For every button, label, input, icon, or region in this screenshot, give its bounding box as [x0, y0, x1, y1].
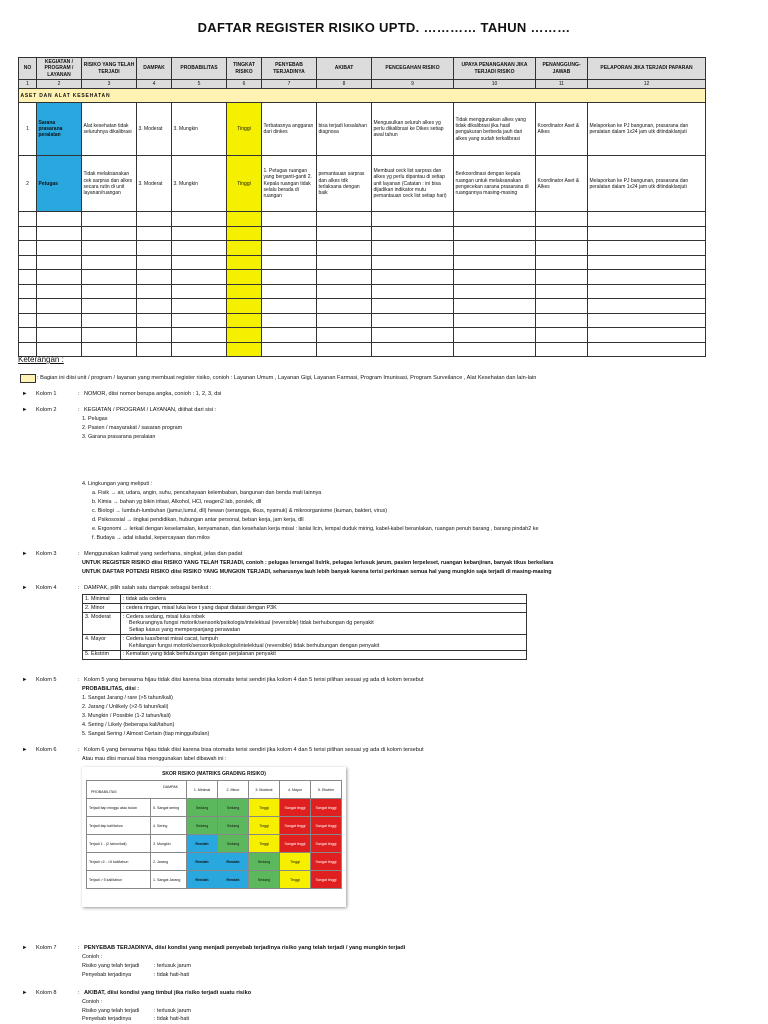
empty-cell [454, 328, 536, 343]
cell-pelaporan: Melaporkan ke PJ bangunan, prasarana dan peralatan dalam 1x24 jam utk ditindaklanjuti [588, 103, 706, 156]
empty-cell [317, 270, 372, 285]
empty-cell [372, 284, 454, 299]
empty-cell [372, 226, 454, 241]
empty-cell [37, 255, 82, 270]
matrix-row-label: 3. Mungkin [151, 835, 187, 853]
empty-cell [37, 212, 82, 227]
cell-penanggung-jawab: Koordinator Aset & Alkes [536, 156, 588, 212]
kolom-5-sub: PROBABILITAS, diisi : [82, 686, 140, 692]
matrix-cell: Sangat tinggi [310, 871, 341, 889]
matrix-col-head: 3. Moderat [248, 781, 279, 799]
kolom-4: ► Kolom 4 : DAMPAK, pilih salah satu dampak sebagai berikut : [22, 585, 212, 591]
risk-matrix [82, 767, 346, 907]
empty-cell [262, 226, 317, 241]
header-cell: RISIKO YANG TELAH TERJADI [82, 58, 137, 80]
matrix-row [87, 835, 342, 853]
table-row [19, 328, 706, 343]
header-cell: NO [19, 58, 37, 80]
col-number: 2 [37, 80, 82, 89]
empty-cell [372, 342, 454, 357]
kolom-3-line: UNTUK REGISTER RISIKO diisi RISIKO YANG TELAH TERJADI, conioh : pelugas lersengal lislrik, pelugas lerlusuk jarum, pasien lerpeleset, ruangan kebanjiran, banyak tikus berkeliara [82, 560, 554, 566]
empty-cell [37, 226, 82, 241]
empty-cell [227, 313, 262, 328]
empty-cell [454, 241, 536, 256]
empty-cell [317, 284, 372, 299]
dampak-value: : Cedera luas/berat misal cacat, lumpuh Kehilangan fungsi motorik/sensorik/psikologis/intelektual (reversible) tidak berhubungan dengan penyakit [121, 635, 527, 651]
kolom-5: ► Kolom 5 : Kolom 5 yang berwarna hijau tidak diisi karena bisa otomatis terisi sendiri jika kolom 4 dan 5 terisi pilihan sesuai yg ada di kolom tersebut [22, 677, 424, 683]
empty-cell [536, 255, 588, 270]
empty-cell [172, 342, 227, 357]
legend-swatch [20, 374, 36, 383]
empty-cell [227, 328, 262, 343]
empty-cell [317, 328, 372, 343]
probabilitas-item: 3. Mungkin / Possible (1-2 tahun/kali) [82, 713, 171, 719]
table-row [19, 156, 706, 212]
cell-kegiatan: Petugas [37, 156, 82, 212]
empty-cell [82, 313, 137, 328]
empty-cell [317, 226, 372, 241]
dampak-key: 5. Ekstrim [83, 650, 121, 659]
cell-penanggung-jawab: Koordinator Aset & Alkes [536, 103, 588, 156]
kolom-1: ► Kolom 1 : NOMOR, diisi nomor berupa angka, conioh : 1, 2, 3, dsi [22, 391, 222, 397]
empty-cell [172, 284, 227, 299]
empty-cell [262, 270, 317, 285]
kolom-2-item: 3. Garana prasarana peralaian [82, 434, 156, 440]
empty-cell [588, 226, 706, 241]
empty-cell [19, 313, 37, 328]
empty-cell [137, 226, 172, 241]
empty-cell [588, 241, 706, 256]
empty-cell [588, 270, 706, 285]
cell-dampak: 3. Moderat [137, 103, 172, 156]
table-row [19, 226, 706, 241]
empty-cell [82, 342, 137, 357]
empty-cell [536, 226, 588, 241]
table-row [19, 255, 706, 270]
empty-cell [372, 241, 454, 256]
empty-cell [588, 212, 706, 227]
col-number: 12 [588, 80, 706, 89]
dampak-row [83, 595, 527, 604]
empty-cell [536, 284, 588, 299]
matrix-cell: Sedang [248, 871, 279, 889]
cell-tingkat-risiko: Tinggi [227, 103, 262, 156]
empty-cell [37, 270, 82, 285]
matrix-row-label: 1. Sangat Jarang [151, 871, 187, 889]
lingkungan-item: f. Budaya → adal isliadal, kepercayaan dan milos [92, 535, 210, 541]
lingkungan-item: d. Psikososial → iingkai pendidikan, hubungan antar personal, beban kerja, jam kerja, dll [92, 517, 304, 523]
kolom-2: ► Kolom 2 : KEGIATAN / PROGRAM / LAYANAN, diiihat dari sisi : [22, 407, 217, 413]
matrix-cell: Sedang [218, 817, 249, 835]
matrix-row-label: 4. Sering [151, 817, 187, 835]
empty-cell [588, 284, 706, 299]
dampak-value: : Kematian yang tidak berhubungan dengan perjalanan penyakit [121, 650, 527, 659]
kolom-2-item: 1. Pelugas [82, 416, 108, 422]
empty-cell [19, 212, 37, 227]
kolom-7-contoh: Conioh : [82, 954, 103, 960]
matrix-row [87, 799, 342, 817]
header-cell: PENANGGUNG-JAWAB [536, 58, 588, 80]
empty-cell [37, 313, 82, 328]
empty-cell [172, 226, 227, 241]
empty-cell [262, 342, 317, 357]
empty-cell [317, 212, 372, 227]
matrix-cell: Rendah [218, 871, 249, 889]
empty-cell [372, 270, 454, 285]
header-cell: AKIBAT [317, 58, 372, 80]
header-cell: DAMPAK [137, 58, 172, 80]
empty-cell [172, 328, 227, 343]
matrix-cell: Sangat tinggi [279, 799, 310, 817]
col-number: 4 [137, 80, 172, 89]
empty-cell [172, 212, 227, 227]
empty-cell [372, 328, 454, 343]
empty-cell [227, 299, 262, 314]
empty-cell [19, 284, 37, 299]
table-row [19, 212, 706, 227]
header-cell: TINGKAT RISIKO [227, 58, 262, 80]
kolom-7-line: Risiko yang telah terjadi : terlusuk jarum [82, 963, 191, 969]
empty-cell [227, 241, 262, 256]
cell-no: 2 [19, 156, 37, 212]
cell-probabilitas: 3. Mungkin [172, 103, 227, 156]
cell-dampak: 3. Moderat [137, 156, 172, 212]
matrix-cell: Tinggi [248, 835, 279, 853]
column-number-row [19, 80, 706, 89]
matrix-cell: Rendah [187, 853, 218, 871]
cell-kegiatan: Sarana prasarana peralatan [37, 103, 82, 156]
matrix-cell: Rendah [218, 853, 249, 871]
probabilitas-item: 5. Sangat Sering / Almost Certain (tiap minggu/bulan) [82, 731, 210, 737]
probabilitas-item: 2. Jarang / Unlikely (>2-5 tahun/kali) [82, 704, 169, 710]
section-row [19, 89, 706, 103]
matrix-cell: Sangat tinggi [310, 817, 341, 835]
matrix-row-label: 5. Sangat sering [151, 799, 187, 817]
dampak-value: : cedera ringan, misal luka lece t yang dapat diatasi dengan P3K [121, 604, 527, 613]
kolom-2-item: 2. Pasien / masyarakat / sasaran program [82, 425, 183, 431]
empty-cell [82, 270, 137, 285]
matrix-row-desc: Terjadi 1 - (2 tahun/kali) [87, 835, 151, 853]
matrix-cell: Rendah [187, 871, 218, 889]
matrix-row [87, 853, 342, 871]
dampak-row [83, 613, 527, 635]
matrix-cell: Sedang [218, 835, 249, 853]
matrix-row-desc: Terjadi tiap kali/tahun [87, 817, 151, 835]
header-cell: PENYEBAB TERJADINYA [262, 58, 317, 80]
matrix-cell: Sedang [248, 853, 279, 871]
empty-cell [317, 255, 372, 270]
table-row [19, 313, 706, 328]
matrix-cell: Sangat tinggi [279, 817, 310, 835]
cell-upaya: Tidak menggunakan alkes yang tidak dikalibrasi jika hasil pengukuran berbeda jauh dari alkes yang sudah terkalibrasi [454, 103, 536, 156]
empty-cell [317, 313, 372, 328]
cell-pencegahan: Mengusulkan seluruh alkes yg perlu dikalibrasi ke Dikes setiap awal tahun [372, 103, 454, 156]
empty-cell [137, 241, 172, 256]
empty-cell [372, 212, 454, 227]
empty-cell [262, 313, 317, 328]
empty-cell [82, 241, 137, 256]
header-cell: KEGIATAN / PROGRAM / LAYANAN [37, 58, 82, 80]
cell-risiko: Tidak melaksanakan cek sarpras dan alkes secara rutin di unit layanan/ruangan [82, 156, 137, 212]
empty-cell [19, 299, 37, 314]
empty-cell [172, 270, 227, 285]
empty-cell [137, 212, 172, 227]
empty-cell [227, 212, 262, 227]
cell-penyebab: 1. Petugas ruangan yang berganti-ganti 2. Kepala ruangan tidak selalu berada di ruangan [262, 156, 317, 212]
matrix-col-head: 4. Mayor [279, 781, 310, 799]
dampak-key: 2. Minor [83, 604, 121, 613]
empty-cell [227, 342, 262, 357]
keterangan-title: Keterangan : [18, 355, 64, 364]
table-row [19, 299, 706, 314]
empty-cell [262, 328, 317, 343]
empty-cell [454, 270, 536, 285]
cell-tingkat-risiko: Tinggi [227, 156, 262, 212]
cell-risiko: Alat kesehatan tidak seluruhnya dikalibrasi [82, 103, 137, 156]
empty-cell [372, 255, 454, 270]
empty-cell [172, 255, 227, 270]
matrix-row [87, 871, 342, 889]
matrix-cell: Sangat tinggi [310, 853, 341, 871]
empty-cell [588, 255, 706, 270]
empty-cell [454, 255, 536, 270]
header-cell: PROBABILITAS [172, 58, 227, 80]
matrix-cell: Sangat tinggi [310, 799, 341, 817]
empty-cell [588, 342, 706, 357]
col-number: 8 [317, 80, 372, 89]
col-number: 3 [82, 80, 137, 89]
empty-cell [82, 299, 137, 314]
empty-cell [372, 313, 454, 328]
kolom-8-contoh: Conioh : [82, 999, 103, 1005]
matrix-row-desc: Terjadi > 5 kali/tahun [87, 871, 151, 889]
empty-cell [19, 241, 37, 256]
empty-cell [172, 313, 227, 328]
empty-cell [37, 284, 82, 299]
dampak-table [82, 594, 527, 660]
col-number: 10 [454, 80, 536, 89]
header-cell: PELAPORAN JIKA TERJADI PAPARAN [588, 58, 706, 80]
empty-cell [82, 328, 137, 343]
dampak-key: 3. Moderat [83, 613, 121, 635]
risk-register-table [18, 57, 706, 357]
kolom-6: ► Kolom 6 : Kolom 6 yang berwarna hijau tidak diisi karena bisa otomatis terisi sendiri jika kolom 4 dan 5 terisi pilihan sesuai yg ada di kolom tersebut [22, 747, 424, 753]
empty-cell [536, 342, 588, 357]
lingkungan-item: c. Biologi → lumbuh-lumbuhan (jamur,lumul, dll) hewan (serangga, tikus, nyamuk) & mikroorganisme (kuman, bakteri, virus) [92, 508, 388, 514]
empty-cell [588, 328, 706, 343]
table-row [19, 241, 706, 256]
col-number: 1 [19, 80, 37, 89]
matrix-cell: Tinggi [279, 853, 310, 871]
kolom-7-line: Penyebab terjadinya : tidak hati-hati [82, 972, 190, 978]
empty-cell [172, 299, 227, 314]
matrix-corner: DAMPAK PROBABILITAS [87, 781, 187, 799]
kolom-7: ► Kolom 7 : PENYEBAB TERJADINYA, diisi kondisi yang menjadi penyebab terjadinya risiko yang telah terjadi / yang mungkin terjadi [22, 945, 406, 951]
empty-cell [454, 299, 536, 314]
empty-cell [172, 241, 227, 256]
empty-cell [536, 328, 588, 343]
matrix-cell: Sedang [187, 799, 218, 817]
dampak-row [83, 635, 527, 651]
dampak-row [83, 604, 527, 613]
table-header-row [19, 58, 706, 80]
empty-cell [19, 328, 37, 343]
header-cell: PENCEGAHAN RISIKO [372, 58, 454, 80]
empty-cell [262, 241, 317, 256]
col-number: 11 [536, 80, 588, 89]
empty-cell [536, 212, 588, 227]
cell-akibat: bisa terjadi kesalahan diagnosa [317, 103, 372, 156]
dampak-key: 1. Minimal [83, 595, 121, 604]
probabilitas-item: 4. Sering / Likely (beberapa kali/tahun) [82, 722, 175, 728]
empty-cell [262, 284, 317, 299]
empty-cell [588, 299, 706, 314]
kolom-8-line: Risiko yang telah terjadi : terlusuk jarum [82, 1008, 191, 1014]
table-row [19, 342, 706, 357]
matrix-cell: Sedang [218, 799, 249, 817]
empty-cell [536, 241, 588, 256]
matrix-cell: Sangat tinggi [310, 835, 341, 853]
page-title: DAFTAR REGISTER RISIKO UPTD. ………… TAHUN ……… [197, 20, 571, 35]
empty-cell [262, 212, 317, 227]
col-number: 7 [262, 80, 317, 89]
matrix-cell: Tinggi [279, 871, 310, 889]
dampak-key: 4. Mayor [83, 635, 121, 651]
empty-cell [137, 284, 172, 299]
empty-cell [536, 299, 588, 314]
empty-cell [454, 342, 536, 357]
matrix-cell: Sangat tinggi [279, 835, 310, 853]
matrix-col-head: 2. Minor [218, 781, 249, 799]
empty-cell [19, 255, 37, 270]
empty-cell [19, 270, 37, 285]
matrix-row-desc: Terjadi >2 - <5 kali/tahun [87, 853, 151, 871]
empty-cell [536, 270, 588, 285]
matrix-cell: Tinggi [248, 799, 279, 817]
table-row [19, 270, 706, 285]
matrix-row-desc: Terjadi tiap minggu atau bulan [87, 799, 151, 817]
empty-cell [454, 313, 536, 328]
matrix-cell: Sedang [187, 817, 218, 835]
table-row [19, 103, 706, 156]
cell-pelaporan: Melaporkan ke PJ bangunan, prasarana dan peralatan dalam 1x24 jam utk ditindaklanjuti [588, 156, 706, 212]
empty-cell [82, 226, 137, 241]
matrix-header-row [87, 781, 342, 799]
matrix-cell: Tinggi [248, 817, 279, 835]
lingkungan-item: e. Ergonomi → lerkail dengan keselamalan, kenyamanan, dan kesehalan kerja misal : lanlai licin, lempal duduk miring, kabel-kabel beranlakan, ruangan penuh barang , barang pindah2 ke [92, 526, 539, 532]
empty-cell [317, 342, 372, 357]
matrix-col-head: 1. Minimal [187, 781, 218, 799]
empty-cell [137, 255, 172, 270]
empty-cell [82, 212, 137, 227]
kolom-6-sub: Atau mau diisi manual bisa menggunakan label dibawah ini : [82, 756, 227, 762]
kolom-8-line: Penyebab terjadinya : tidak hati-hati [82, 1016, 190, 1022]
empty-cell [137, 270, 172, 285]
empty-cell [137, 328, 172, 343]
empty-cell [82, 284, 137, 299]
empty-cell [536, 313, 588, 328]
empty-cell [588, 313, 706, 328]
kolom-8: ► Kolom 8 : AKIBAT, diisi kondisi yang timbul jika risiko terjadi suatu risiko [22, 990, 252, 996]
cell-pencegahan: Membuat ceck list sarpras dan alkes yg perlu dipantau di setiap unit layanan (Catatan : ini bisa dijadikan indikator mutu pemantauan ceck list setiap hari) [372, 156, 454, 212]
dampak-row [83, 650, 527, 659]
matrix-row [87, 817, 342, 835]
legend-text: : Bagian ini diisi unit / program / layanan yang membuat register risiko, conioh : Layanan Umum , Layanan Gigi, Layanan Farmasi, Program Imunisasi, Program Surveilance , Alat Kesehatan dan lain-lain [37, 375, 537, 381]
empty-cell [227, 284, 262, 299]
empty-cell [317, 299, 372, 314]
empty-cell [37, 328, 82, 343]
empty-cell [137, 342, 172, 357]
matrix-row-label: 2. Jarang [151, 853, 187, 871]
empty-cell [454, 212, 536, 227]
empty-cell [137, 299, 172, 314]
matrix-cell: Rendah [187, 835, 218, 853]
probabilitas-item: 1. Sangat Jarang / rare (>5 tahun/kali) [82, 695, 173, 701]
empty-cell [372, 299, 454, 314]
cell-probabilitas: 3. Mungkin [172, 156, 227, 212]
empty-cell [19, 226, 37, 241]
empty-cell [227, 255, 262, 270]
kolom-3-line: UNTUK DAFTAR POTENSI RISIKO diisi RISIKO YANG MUNGKIN TERJADI, seharusnya lauh lebih banyak karena terisi perkiraan semua hal yang mungkin saja terjadi di masing-masing [82, 569, 552, 575]
lingkungan-item: b. Kimia → bahan yg bikin iritasi, Alkohol, HCl, reagen2 lab, porslek, dll [92, 499, 262, 505]
empty-cell [137, 313, 172, 328]
lingkungan-item: a. Fisik → air, udara, angin, suhu, pencahayaan kelembaban, bangunan dan benda mati lainnya [92, 490, 322, 496]
empty-cell [454, 284, 536, 299]
empty-cell [227, 226, 262, 241]
dampak-value: : Cedera sedang, misal luka robek Berkurangnya fungsi motorik/sensorik/psikologis/intelektual (reversible) tidak berhubungan dg penyakit Setiap kasus yang memperpanjang perawatan [121, 613, 527, 635]
empty-cell [454, 226, 536, 241]
header-cell: UPAYA PENANGANAN JIKA TERJADI RISIKO [454, 58, 536, 80]
cell-akibat: pemantauan sarpras dan alkes tdk terlaksana dengan baik [317, 156, 372, 212]
dampak-value: : tidak ada cedera [121, 595, 527, 604]
col-number: 9 [372, 80, 454, 89]
cell-penyebab: Terbatasnya anggaran dari dinkes [262, 103, 317, 156]
col-number: 5 [172, 80, 227, 89]
empty-cell [262, 255, 317, 270]
cell-upaya: Berkoordinasi dengan kepala ruangan untuk melaksanakan pengecekan sarana prasarana di ruangannya masing-masing [454, 156, 536, 212]
cell-no: 1 [19, 103, 37, 156]
empty-cell [317, 241, 372, 256]
empty-cell [262, 299, 317, 314]
matrix-title: SKOR RISIKO (MATRIKS GRADING RISIKO) [162, 771, 266, 777]
kolom-3: ► Kolom 3 : Menggunakan kalimat yang sederhana, singkat, jelas dan padat [22, 551, 243, 557]
empty-cell [37, 299, 82, 314]
matrix-table [86, 780, 342, 889]
lingkungan-head: 4. Lingkungan yang meliputi : [82, 481, 153, 487]
empty-cell [37, 241, 82, 256]
table-row [19, 284, 706, 299]
matrix-col-head: 5. Ekstrim [310, 781, 341, 799]
col-number: 6 [227, 80, 262, 89]
section-title: ASET DAN ALAT KESEHATAN [19, 89, 706, 103]
empty-cell [82, 255, 137, 270]
empty-cell [227, 270, 262, 285]
